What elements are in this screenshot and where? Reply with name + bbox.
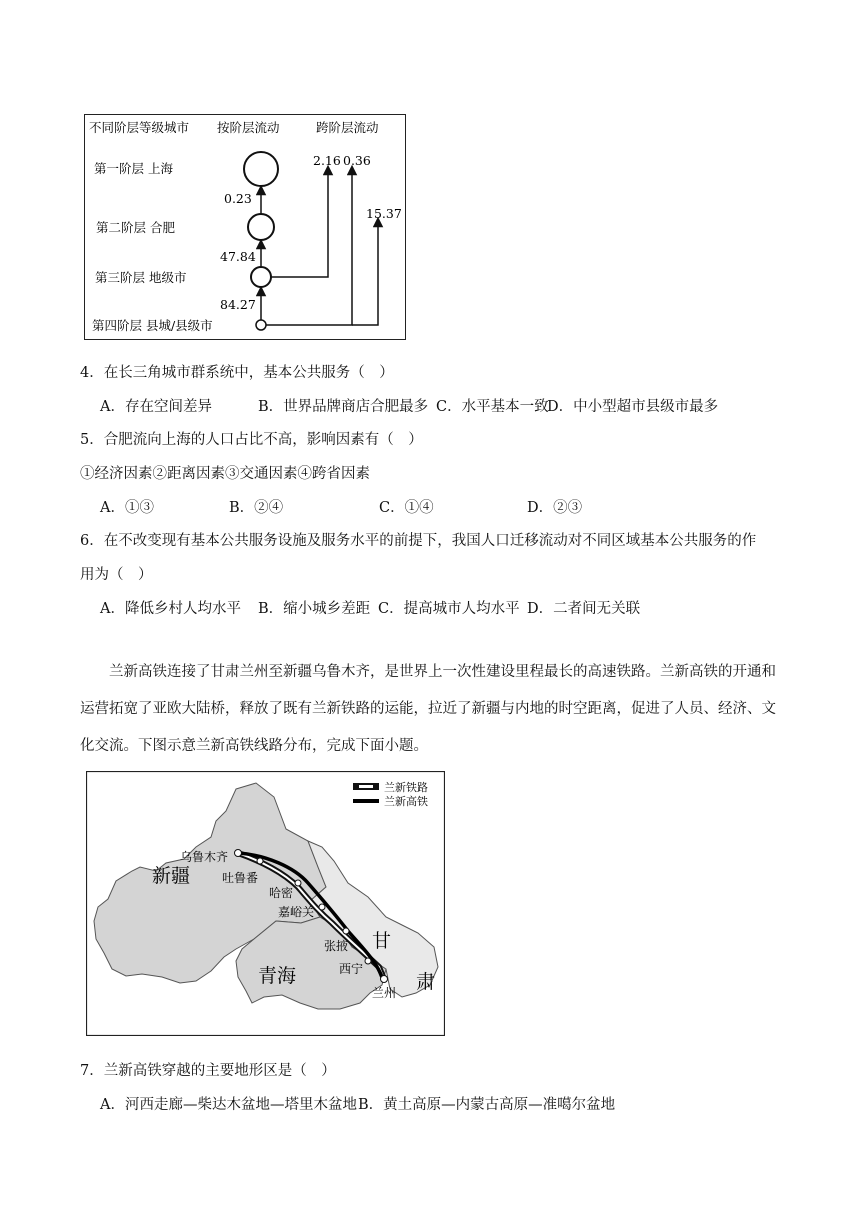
header-tiers: 不同阶层等级城市: [89, 120, 190, 135]
city-label-lanzhou: 兰州: [372, 986, 397, 1000]
question-7-stem: 7．兰新高铁穿越的主要地形区是（ ）: [80, 1063, 336, 1079]
question-5-option-b: B．②④: [229, 500, 284, 516]
city-label-jiayuguan: 嘉峪关: [278, 905, 315, 919]
header-cross-tier-flow: 跨阶层流动: [316, 120, 379, 135]
value-4-to-3: 84.27: [220, 297, 256, 312]
lanxin-railway-map: [86, 771, 445, 1036]
label-qinghai: 青海: [258, 965, 297, 987]
question-5-stem: 5．合肥流向上海的人口占比不高，影响因素有（ ）: [80, 432, 423, 448]
tier-3-node: [251, 267, 271, 287]
question-7-option-a: A．河西走廊—柴达木盆地—塔里木盆地: [100, 1097, 357, 1113]
tier-label-3: 第三阶层 地级市: [95, 270, 187, 285]
city-dot-lanzhou: [381, 976, 388, 983]
city-dot-hami: [295, 880, 301, 886]
label-su: 肃: [416, 971, 436, 993]
city-label-urumqi: 乌鲁木齐: [180, 850, 229, 864]
tier-1-node: [244, 152, 278, 186]
question-4-option-a: A．存在空间差异: [100, 399, 212, 415]
question-6-option-b: B．缩小城乡差距: [258, 601, 371, 617]
city-label-xining: 西宁: [339, 962, 364, 976]
passage-paragraph: 兰新高铁连接了甘肃兰州至新疆乌鲁木齐，是世界上一次性建设里程最长的高速铁路。兰新高铁的开通和运营拓宽了亚欧大陆桥，释放了既有兰新铁路的运能，拉近了新疆与内地的时空距离，促进了人员、经济、文化交流。下图示意兰新高铁线路分布，完成下面小题。: [80, 664, 776, 754]
question-4-stem: 4．在长三角城市群系统中，基本公共服务（ ）: [80, 365, 394, 381]
tier-2-node: [248, 214, 274, 240]
value-3-to-2: 47.84: [220, 249, 256, 264]
question-5-option-c: C．①④: [379, 500, 434, 516]
question-6-option-d: D．二者间无关联: [527, 601, 641, 617]
header-stepwise-flow: 按阶层流动: [217, 120, 280, 135]
tier-label-2: 第二阶层 合肥: [96, 220, 175, 235]
city-label-zhangye: 张掖: [324, 939, 349, 953]
question-4-option-b: B．世界品牌商店合肥最多: [258, 399, 429, 415]
question-7-option-b: B．黄土高原—内蒙古高原—准噶尔盆地: [358, 1097, 616, 1113]
tier-label-1: 第一阶层 上海: [94, 161, 173, 176]
city-dot-zhangye: [343, 928, 349, 934]
question-6-stem-line2: 用为（ ）: [80, 567, 153, 583]
population-flow-diagram: [84, 114, 406, 340]
tier-4-node: [256, 320, 266, 330]
value-2-to-1: 0.23: [224, 191, 252, 206]
question-5-option-d: D．②③: [527, 500, 583, 516]
legend-label-railway: 兰新铁路: [384, 781, 428, 794]
question-6-option-c: C．提高城市人均水平: [378, 601, 520, 617]
question-4-option-c: C．水平基本一致: [436, 399, 549, 415]
question-4-option-d: D．中小型超市县级市最多: [547, 399, 719, 415]
label-gan: 甘: [372, 930, 392, 952]
city-label-turpan: 吐鲁番: [222, 871, 259, 885]
question-5-option-a: A．①③: [100, 500, 154, 516]
value-4-to-1-cross: 0.36: [343, 153, 371, 168]
city-dot-xining: [365, 958, 371, 964]
label-xinjiang: 新疆: [152, 865, 191, 887]
question-6-stem-line1: 6．在不改变现有基本公共服务设施及服务水平的前提下，我国人口迁移流动对不同区域基本公共服务的作: [80, 533, 757, 549]
question-6-option-a: A．降低乡村人均水平: [100, 601, 241, 617]
city-label-hami: 哈密: [269, 886, 294, 900]
question-5-factors: ①经济因素②距离因素③交通因素④跨省因素: [80, 466, 370, 482]
city-dot-turpan: [257, 858, 263, 864]
value-3-to-1-cross: 2.16: [313, 153, 341, 168]
tier-label-4: 第四阶层 县城/县级市: [92, 318, 213, 333]
legend-label-high-speed: 兰新高铁: [384, 795, 428, 808]
city-dot-urumqi: [235, 850, 242, 857]
value-4-to-2-cross: 15.37: [366, 206, 402, 221]
city-dot-jiayuguan: [319, 904, 325, 910]
